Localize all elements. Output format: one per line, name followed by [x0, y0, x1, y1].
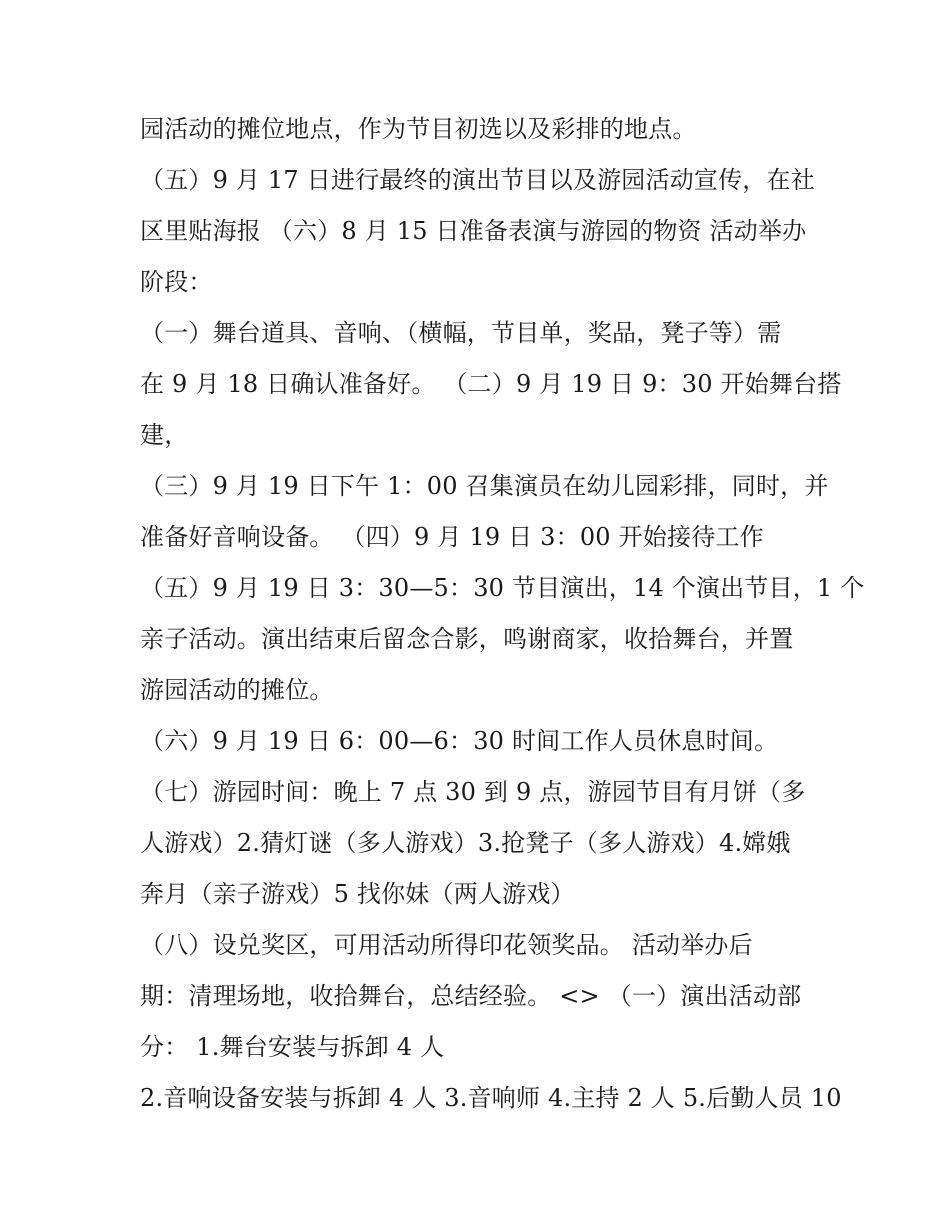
text-line: 建，: [140, 421, 189, 449]
text-line: 在 9 月 18 日确认准备好。 （二）9 月 19 日 9：30 开始舞台搭: [140, 370, 842, 398]
text-line: （七）游园时间：晚上 7 点 30 到 9 点，游园节目有月饼（多: [140, 778, 806, 806]
text-line: 游园活动的摊位。: [140, 676, 334, 704]
text-line: （五）9 月 19 日 3：30—5：30 节目演出，14 个演出节目，1 个: [140, 574, 865, 602]
text-line: 人游戏）2.猜灯谜（多人游戏）3.抢凳子（多人游戏）4.嫦娥: [140, 829, 791, 857]
text-line: 准备好音响设备。 （四）9 月 19 日 3：00 开始接待工作: [140, 523, 764, 551]
text-line: 期：清理场地，收拾舞台，总结经验。 <> （一）演出活动部: [140, 982, 802, 1010]
document-body: [140, 104, 865, 1124]
text-line: 奔月（亲子游戏）5 找你妹（两人游戏）: [140, 880, 575, 908]
text-line: （五）9 月 17 日进行最终的演出节目以及游园活动宣传，在社: [140, 166, 815, 194]
text-line: 阶段：: [140, 268, 213, 296]
text-line: 园活动的摊位地点，作为节目初选以及彩排的地点。: [140, 115, 697, 143]
text-line: （三）9 月 19 日下午 1：00 召集演员在幼儿园彩排，同时，并: [140, 472, 829, 500]
text-line: 区里贴海报 （六）8 月 15 日准备表演与游园的物资 活动举办: [140, 217, 807, 245]
text-line: （六）9 月 19 日 6：00—6：30 时间工作人员休息时间。: [140, 727, 779, 755]
text-line: （八）设兑奖区，可用活动所得印花领奖品。 活动举办后: [140, 931, 753, 959]
text-line: 分： 1.舞台安装与拆卸 4 人: [140, 1033, 445, 1061]
text-line: （一）舞台道具、音响、（横幅，节目单，奖品，凳子等）需: [140, 319, 782, 347]
text-line: 2.音响设备安装与拆卸 4 人 3.音响师 4.主持 2 人 5.后勤人员 10: [140, 1084, 842, 1112]
text-line: 亲子活动。演出结束后留念合影，鸣谢商家，收拾舞台，并置: [140, 625, 794, 653]
